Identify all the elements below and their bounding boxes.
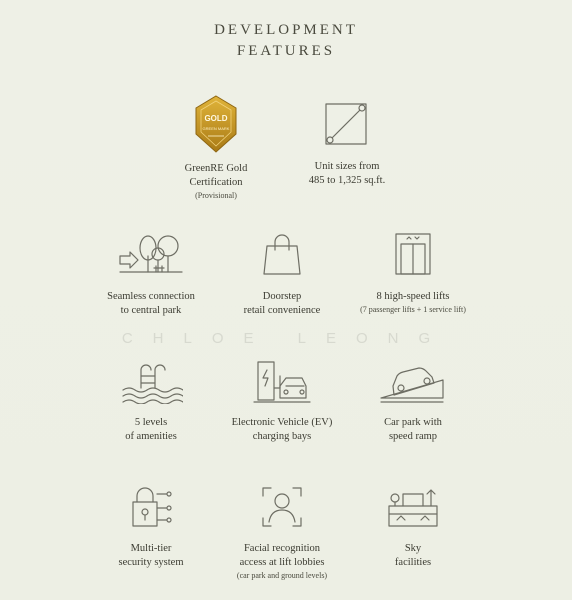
park-connection-icon bbox=[116, 230, 186, 278]
lift-icon bbox=[388, 230, 438, 278]
feature-label: 8 high-speed lifts (7 passenger lifts + 1 service lift) bbox=[360, 291, 466, 314]
badge-small: GREEN MARK bbox=[202, 126, 230, 131]
watermark: CHLOE LEONG bbox=[121, 330, 451, 347]
title-line-2: FEATURES bbox=[236, 43, 336, 59]
feature-ev-charging bbox=[207, 358, 357, 444]
feature-label: Multi-tier security system bbox=[118, 543, 184, 568]
car-ramp-icon bbox=[377, 358, 449, 404]
feature-label: 5 levels of amenities bbox=[125, 417, 177, 442]
section-title bbox=[0, 20, 572, 62]
feature-facial-recognition bbox=[207, 484, 357, 581]
face-recognition-icon bbox=[257, 484, 307, 530]
feature-security bbox=[76, 484, 226, 570]
feature-lifts bbox=[338, 230, 488, 315]
feature-label: Car park with speed ramp bbox=[384, 417, 442, 442]
shopping-bag-icon bbox=[257, 230, 307, 278]
sky-facilities-icon bbox=[383, 484, 443, 530]
greenre-gold-badge-icon bbox=[191, 94, 241, 156]
feature-park-connection bbox=[76, 230, 226, 318]
feature-label: Unit sizes from 485 to 1,325 sq.ft. bbox=[308, 161, 386, 186]
ev-charging-icon bbox=[252, 358, 312, 404]
feature-label: Seamless connection to central park bbox=[107, 291, 195, 316]
feature-unit-sizes bbox=[272, 98, 422, 188]
feature-amenities bbox=[76, 358, 226, 444]
feature-retail bbox=[207, 230, 357, 318]
feature-sky-facilities bbox=[338, 484, 488, 570]
unit-size-diagonal-icon bbox=[320, 98, 374, 152]
pool-ladder-icon bbox=[119, 358, 183, 404]
feature-greenre bbox=[141, 94, 291, 201]
badge-brand: GOLD bbox=[204, 114, 228, 123]
title-line-1: DEVELOPMENT bbox=[214, 22, 358, 38]
feature-label: GreenRE Gold Certification (Provisional) bbox=[184, 163, 248, 200]
padlock-security-icon bbox=[123, 484, 179, 530]
feature-label: Electronic Vehicle (EV) charging bays bbox=[231, 417, 333, 442]
feature-label: Doorstep retail convenience bbox=[243, 291, 321, 316]
feature-label: Facial recognition access at lift lobbies (car park and ground levels) bbox=[236, 543, 328, 580]
feature-car-park bbox=[338, 358, 488, 444]
feature-label: Sky facilities bbox=[394, 543, 432, 568]
